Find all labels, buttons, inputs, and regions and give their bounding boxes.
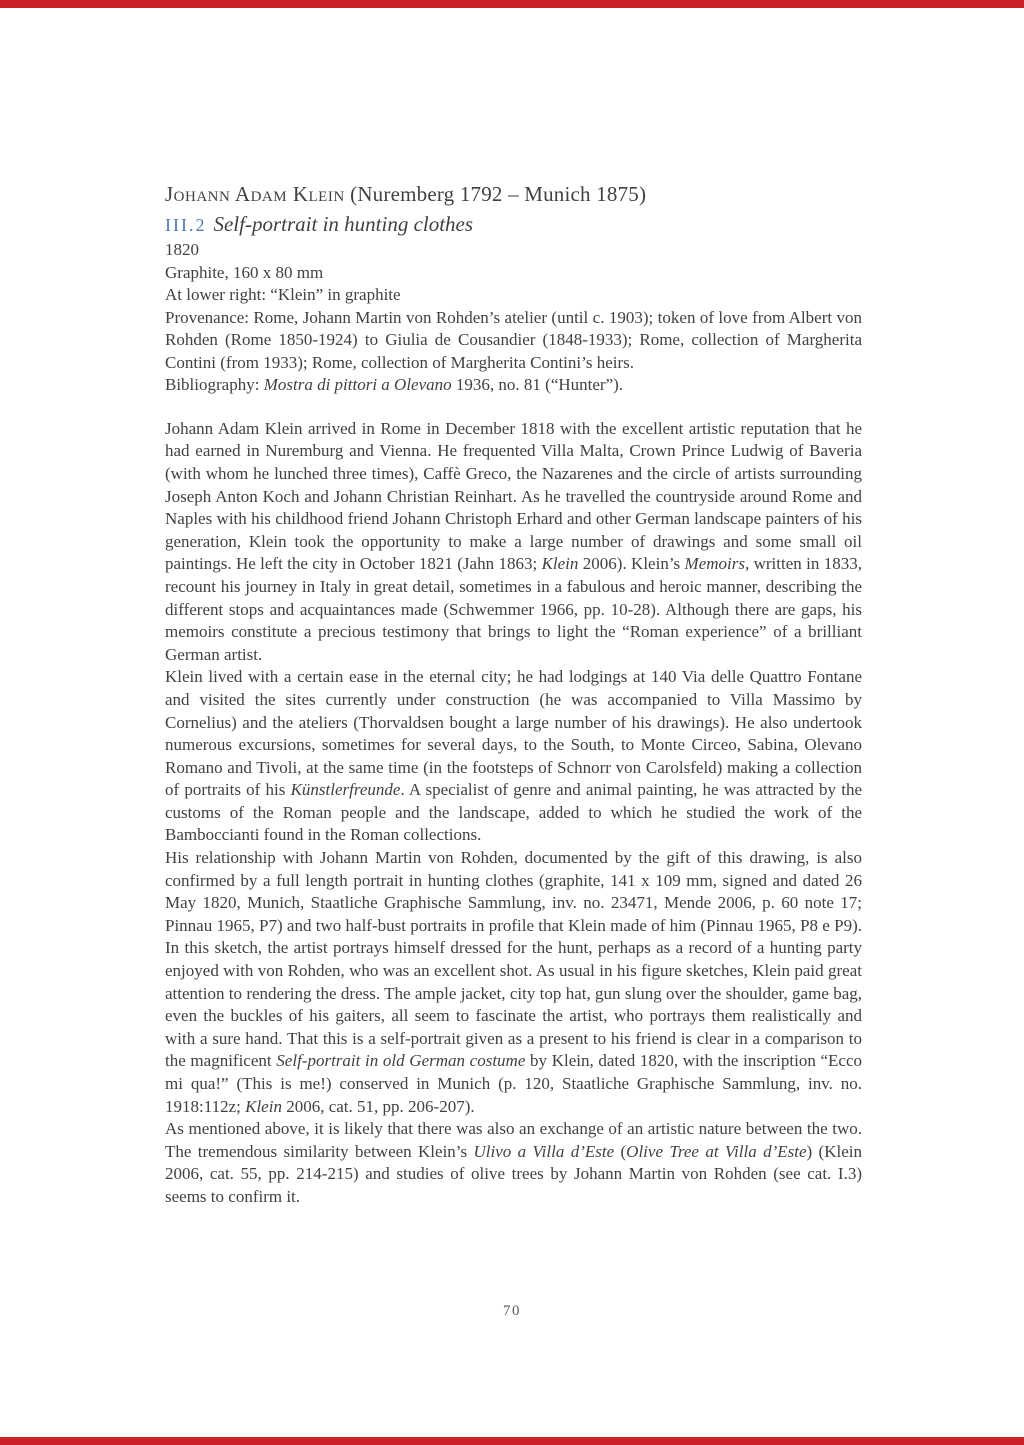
text-run: As mentioned above, it is likely that there was also an exchange of an artistic nature between the two. The tremendous similarity between Klein’s: [165, 1119, 862, 1161]
body-paragraph: [165, 1118, 862, 1208]
entry-body: [165, 418, 862, 1209]
text-run: Johann Adam Klein arrived in Rome in December 1818 with the excellent artistic reputation that he had earned in Nuremburg and Vienna. He frequented Villa Malta, Crown Prince Ludwig of Baveria (with whom he lunched three times), Caffè Greco, the Nazarenes and the circle of artists surrounding Joseph Anton Koch and Johann Christian Reinhart. As he travelled the countryside around Rome and Naples with his childhood friend Johann Christoph Erhard and other German landscape painters of his generation, Klein took the opportunity to make a large number of drawings and some small oil paintings. He left the city in October 1821 (Jahn 1863;: [165, 418, 862, 574]
body-paragraph: [165, 847, 862, 1118]
italic-text: Ulivo a Villa d’Este: [473, 1141, 615, 1161]
italic-text: Klein: [245, 1096, 282, 1116]
italic-text: Olive Tree at Villa d’Este: [626, 1141, 807, 1161]
body-paragraph: [165, 418, 862, 667]
artist-name: Johann Adam Klein: [165, 182, 345, 206]
work-title-line: [165, 210, 862, 239]
body-paragraph: [165, 666, 862, 847]
catalogue-entry: [165, 181, 862, 1209]
text-run: (: [614, 1141, 627, 1161]
italic-text: Self-portrait in old German costume: [276, 1051, 526, 1071]
work-title: Self-portrait in hunting clothes: [213, 212, 474, 236]
text-run: by Klein, dated 1820, with the inscription “Ecco mi qua!” (This is me!) conserved in Munich (p. 120, Staatliche Graphische Sammlung, inv. no. 1918:112z;: [165, 1051, 862, 1116]
work-medium: Graphite, 160 x 80 mm: [165, 262, 324, 282]
italic-text: Mostra di pittori a Olevano: [263, 375, 452, 395]
italic-text: Künstlerfreunde: [290, 780, 401, 800]
text-run: ) (Klein 2006, cat. 55, pp. 214-215) and studies of olive trees by Johann Martin von Rohden (see cat. I.3) seems to confirm it.: [165, 1141, 862, 1206]
page-edge-marker-bottom: [0, 1437, 1024, 1445]
text-run: 2006). Klein’s: [578, 554, 685, 574]
page-edge-marker-top: [0, 0, 1024, 8]
work-date: 1820: [165, 240, 199, 259]
bibliography: [165, 374, 862, 397]
italic-text: Memoirs: [684, 554, 745, 574]
artist-dates: (Nuremberg 1792 – Munich 1875): [344, 182, 647, 206]
text-run: 2006, cat. 51, pp. 206-207).: [281, 1096, 475, 1116]
text-run: Klein lived with a certain ease in the eternal city; he had lodgings at 140 Via delle Quattro Fontane and visited the sites currently under construction (he was accompanied to Villa Massimo by Cornelius) and the ateliers (Thorvaldsen bought a large number of his drawings). He also undertook numerous excursions, sometimes for several days, to the South, to Monte Circeo, Sabina, Olevano Romano and Tivoli, at the same time (in the footsteps of Schnorr von Carolsfeld) making a collection of portraits of his: [165, 667, 862, 800]
work-inscription: At lower right: “Klein” in graphite: [165, 285, 401, 304]
catalogue-number: III.2: [165, 215, 207, 235]
provenance: Provenance: Rome, Johann Martin von Rohden’s atelier (until c. 1903); token of love from Albert von Rohden (Rome 1850-1924) to Giulia de Cousandier (1848-1933); Rome, collection of Margherita Contini (from 1933); Rome, collection of Margherita Contini’s heirs.: [165, 307, 862, 372]
text-run: 1936, no. 81 (“Hunter”).: [451, 375, 624, 395]
page-number: 70: [503, 1303, 521, 1319]
italic-text: Klein: [541, 554, 579, 574]
text-run: . A specialist of genre and animal painting, he was attracted by the customs of the Roman people and the landscape, added to which he studied the work of the Bamboccianti found in the Roman collections.: [165, 780, 862, 845]
text-run: , written in 1833, recount his journey in Italy in great detail, sometimes in a fabulous and heroic manner, describing the different stops and acquaintances made (Schwemmer 1966, pp. 10-28). Although there are gaps, his memoirs constitute a precious testimony that brings to light the “Roman experience” of a brilliant German artist.: [165, 554, 862, 664]
text-run: Bibliography:: [165, 375, 264, 395]
artist-heading: [165, 181, 862, 208]
text-run: His relationship with Johann Martin von Rohden, documented by the gift of this drawing, is also confirmed by a full length portrait in hunting clothes (graphite, 141 x 109 mm, signed and dated 26 May 1820, Munich, Staatliche Graphische Sammlung, inv. no. 23471, Mende 2006, p. 60 note 17; Pinnau 1965, P7) and two half-bust portraits in profile that Klein made of him (Pinnau 1965, P8 e P9). In this sketch, the artist portrays himself dressed for the hunt, perhaps as a record of a hunting party enjoyed with von Rohden, who was an excellent shot. As usual in his figure sketches, Klein paid great attention to rendering the dress. The ample jacket, city top hat, gun slung over the shoulder, game bag, even the buckles of his gaiters, all seem to fascinate the artist, who portrays them realistically and with a sure hand. That this is a self-portrait given as a present to his friend is clear in a comparison to the magnificent: [165, 848, 862, 1071]
